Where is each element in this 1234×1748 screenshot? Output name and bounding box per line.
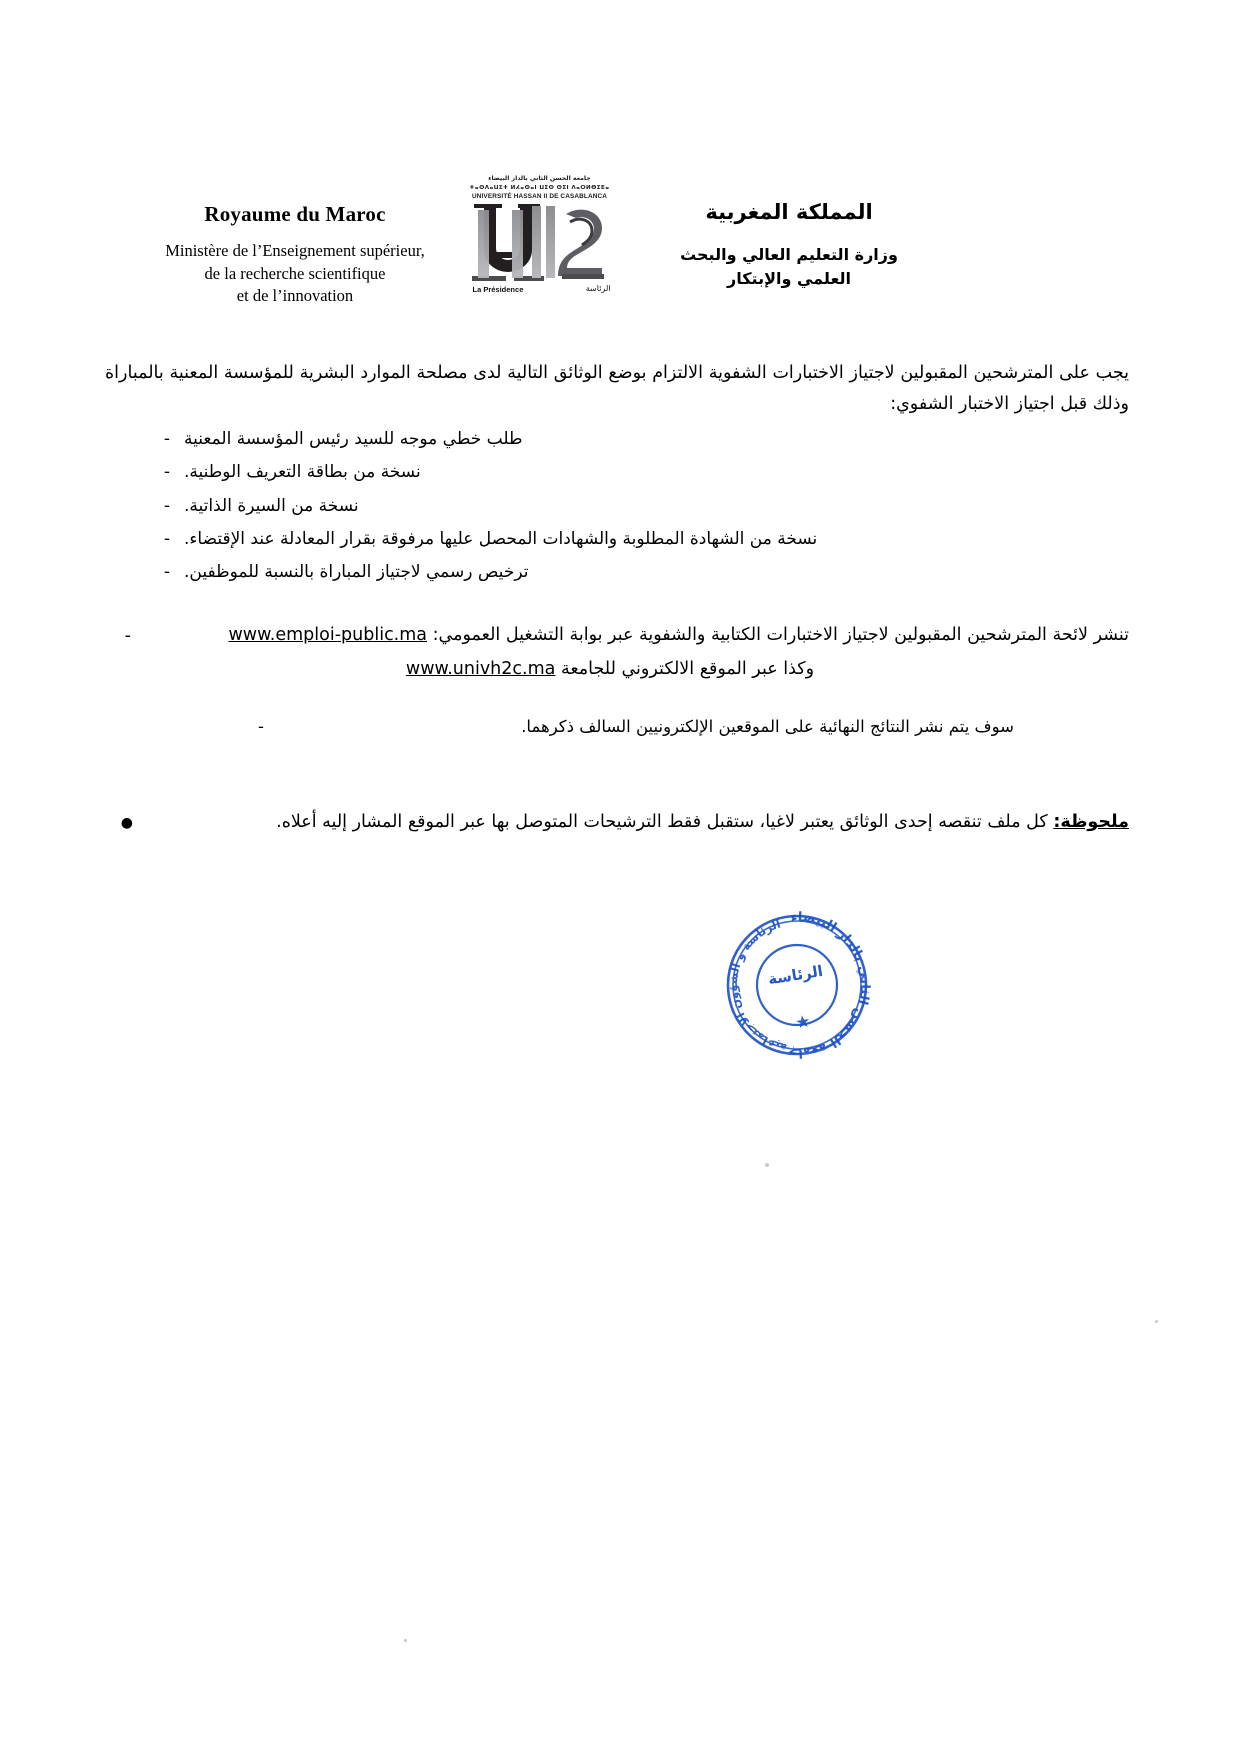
list-item-text: طلب خطي موجه للسيد رئيس المؤسسة المعنية	[184, 429, 523, 450]
list-item	[150, 523, 1084, 556]
header-ministry-arabic-line1: وزارة التعليم العالي والبحث	[680, 244, 898, 264]
link-emploi-public[interactable]: www.emploi-public.ma	[228, 624, 428, 645]
important-note-body	[133, 807, 1129, 839]
important-note-text: كل ملف تنقصه إحدى الوثائق يعتبر لاغيا، ستقبل فقط الترشيحات المتوصل بها عبر الموقع المشار إليه أعلاه.	[276, 812, 1048, 833]
logo-arabic-name: جامعة الحسن الثاني بالدار البيضاء	[488, 175, 591, 182]
list-item-dash: -	[163, 561, 171, 582]
logo-wordmark-uh2c	[470, 204, 610, 282]
list-item-text: نسخة من بطاقة التعريف الوطنية.	[184, 462, 421, 483]
publication-text-before: تنشر لائحة المترشحين المقبولين لاجتياز الاختبارات الكتابية والشفوية عبر بوابة التشغيل العمومي:	[432, 624, 1129, 645]
final-results-note	[220, 712, 1014, 742]
header-kingdom-arabic: المملكة المغربية	[705, 200, 873, 224]
publication-section	[105, 619, 1129, 686]
logo-latin-name: UNIVERSITÉ HASSAN II DE CASABLANCA	[471, 193, 608, 201]
list-item-text: نسخة من السيرة الذاتية.	[184, 495, 359, 516]
header-kingdom-french: Royaume du Maroc	[204, 202, 386, 226]
list-item-dash: -	[163, 495, 171, 516]
university-logo	[462, 175, 617, 297]
scan-speck	[765, 1163, 769, 1167]
document-body	[0, 358, 1234, 839]
publication-text-middle: وكذا عبر الموقع الالكتروني للجامعة	[560, 659, 815, 680]
important-note-bullet: ●	[120, 815, 133, 832]
svg-text:★: ★	[793, 1011, 813, 1034]
final-results-note-dash: -	[258, 716, 264, 736]
official-stamp	[712, 900, 882, 1070]
document-header	[0, 175, 1234, 315]
svg-text:الرئاسة و الشؤون الاجتماعية: الرئاسة و الشؤون الاجتماعية	[725, 916, 789, 1056]
logo-tifinagh-name: ⵜⴰⵙⴷⴰⵡⵉⵜ ⵍⵃⴰⵙⴰⵏ ⵡⵉⵙ ⵙⵉⵏ ⴷⴰⵔⵍⴱⵉⴹⴰ	[469, 184, 610, 191]
important-note-label: ملحوظة:	[1053, 812, 1129, 833]
intro-paragraph: يجب على المترشحين المقبولين لاجتياز الاختبارات الشفوية الالتزام بوضع الوثائق التالية لدى مصلحة الموارد البشرية للمؤسسة المعنية بالمباراة وذلك قبل اجتياز الاختبار الشفوي:	[105, 363, 1129, 414]
final-results-note-text: سوف يتم نشر النتائج النهائية على الموقعين الإلكترونيين السالف ذكرهما.	[521, 716, 1014, 736]
list-item	[150, 556, 1084, 589]
list-item	[150, 490, 1084, 523]
header-ministry-arabic-line2: العلمي والإبتكار	[727, 269, 851, 289]
svg-text:جامعة الحسن الثاني بالدار البي: جامعة الحسن الثاني بالدار البيضاء	[787, 909, 873, 1061]
scan-speck	[404, 1639, 407, 1642]
logo-footer-french: La Présidence	[472, 284, 524, 294]
list-item-text: ترخيص رسمي لاجتياز المباراة بالنسبة للموظفين.	[184, 561, 529, 582]
publication-line2	[131, 653, 1129, 685]
scan-speck	[1155, 1320, 1158, 1323]
header-ministry-french-line2: de la recherche scientifique	[204, 263, 386, 283]
list-item-dash: -	[163, 429, 171, 450]
publication-line1	[131, 619, 1129, 651]
list-item-dash: -	[163, 528, 171, 549]
svg-text:الرئاسة: الرئاسة	[766, 961, 825, 989]
header-ministry-french-line3: et de l’innovation	[236, 285, 354, 305]
header-french-block	[130, 200, 460, 307]
list-item-dash: -	[163, 462, 171, 483]
publication-body	[131, 619, 1129, 686]
publication-dash: -	[124, 625, 131, 646]
important-note	[105, 807, 1129, 839]
list-item	[150, 423, 1084, 456]
list-item-text: نسخة من الشهادة المطلوبة والشهادات المحصل عليها مرفوقة بقرار المعادلة عند الإقتضاء.	[184, 528, 818, 549]
logo-footer-arabic: الرئاسة	[585, 283, 611, 293]
required-documents-list	[150, 423, 1084, 589]
logo-footer	[465, 285, 615, 297]
list-item	[150, 456, 1084, 489]
header-arabic-block	[644, 197, 934, 292]
header-ministry-french-line1: Ministère de l’Enseignement supérieur,	[165, 241, 425, 261]
link-univh2c[interactable]: www.univh2c.ma	[405, 659, 556, 680]
